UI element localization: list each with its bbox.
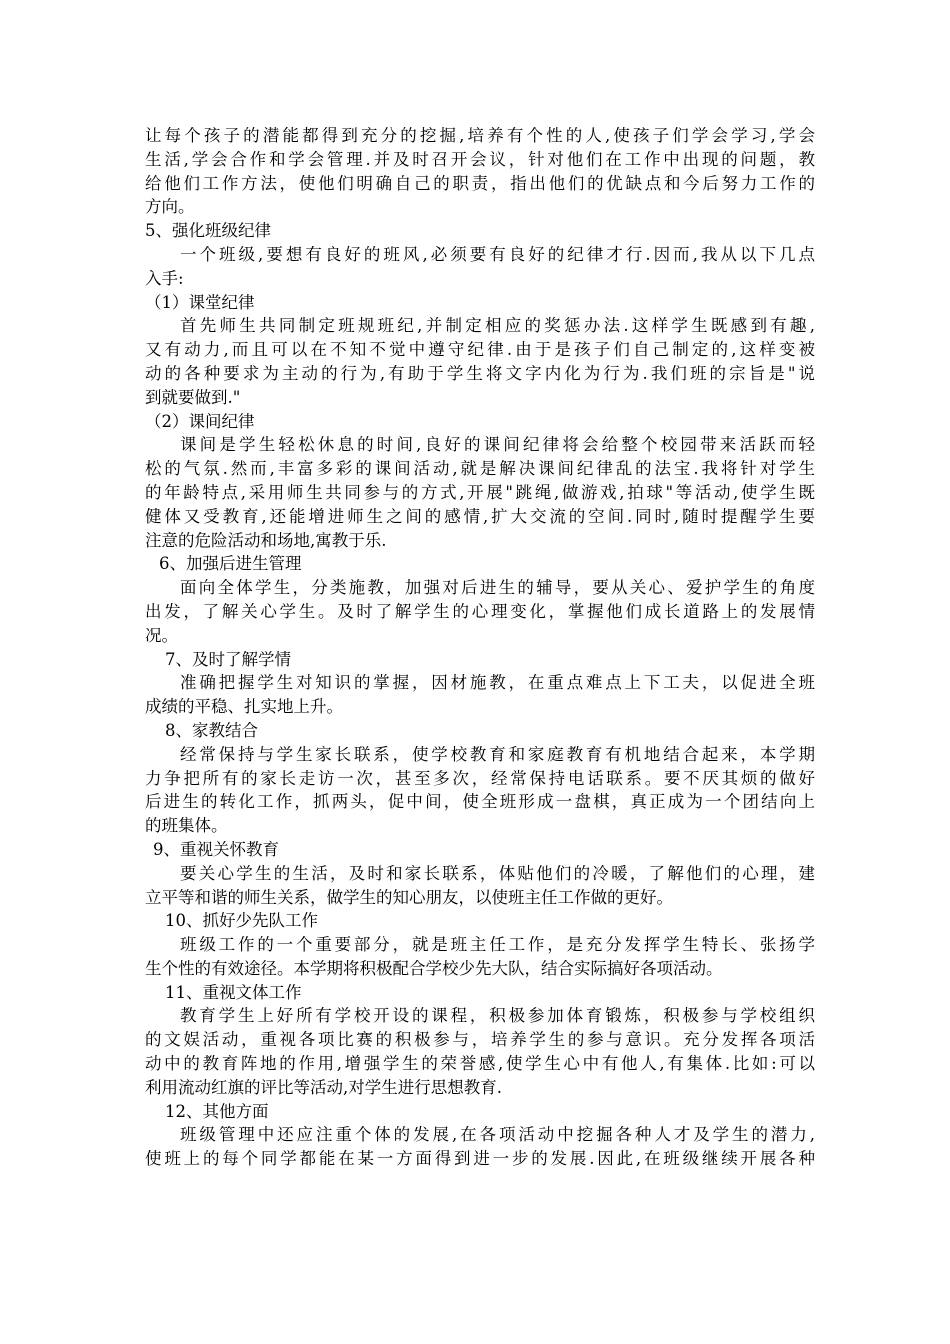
text-line: 方向。	[145, 197, 195, 217]
text-line: 动的各种要求为主动的行为,有助于学生将文字内化为行为.我们班的宗旨是"说	[145, 363, 815, 383]
text-line: 9、重视关怀教育	[153, 839, 279, 859]
text-line: 松的气氛.然而,丰富多彩的课间活动,就是解决课间纪律乱的法宝.我将针对学生	[145, 459, 815, 479]
text-line: 后进生的转化工作，抓两头，促中间，使全班形成一盘棋，真正成为一个团结向上	[145, 792, 815, 812]
text-line: 首先师生共同制定班规班纪,并制定相应的奖惩办法.这样学生既感到有趣,	[180, 316, 815, 336]
text-line: 力争把所有的家长走访一次，甚至多次，经常保持电话联系。要不厌其烦的做好	[145, 768, 815, 788]
text-line: 的文娱活动，重视各项比赛的积极参与，培养学生的参与意识。充分发挥各项活	[145, 1030, 815, 1050]
text-line: 12、其他方面	[165, 1101, 269, 1121]
text-line: 5、强化班级纪律	[145, 221, 271, 241]
text-line: 利用流动红旗的评比等活动,对学生进行思想教育.	[145, 1077, 502, 1097]
text-line: 准确把握学生对知识的掌握，因材施教，在重点难点上下工夫，以促进全班	[180, 673, 815, 693]
text-line: 6、加强后进生管理	[159, 554, 302, 574]
text-line: 让每个孩子的潜能都得到充分的挖掘,培养有个性的人,使孩子们学会学习,学会	[145, 126, 815, 145]
text-line: 班级管理中还应注重个体的发展,在各项活动中挖掘各种人才及学生的潜力,	[180, 1125, 815, 1145]
text-line: 的班集体。	[145, 816, 228, 836]
text-line: 又有动力,而且可以在不知不觉中遵守纪律.由于是孩子们自己制定的,这样变被	[145, 340, 815, 360]
text-line: 注意的危险活动和场地,寓教于乐.	[145, 530, 387, 550]
text-line: （2）课间纪律	[145, 411, 255, 431]
text-line: 成绩的平稳、扎实地上升。	[145, 697, 343, 717]
text-line: 出发，了解关心学生。及时了解学生的心理变化，掌握他们成长道路上的发展情	[145, 601, 815, 621]
text-line: 到就要做到."	[145, 387, 241, 407]
text-line: 要关心学生的生活，及时和家长联系，体贴他们的冷暖，了解他们的心理，建	[180, 863, 815, 883]
text-line: 一个班级,要想有良好的班风,必须要有良好的纪律才行.因而,我从以下几点	[180, 244, 815, 264]
text-line: 面向全体学生，分类施教，加强对后进生的辅导，要从关心、爱护学生的角度	[180, 578, 815, 598]
text-line: 给他们工作方法，使他们明确自己的职责，指出他们的优缺点和今后努力工作的	[145, 173, 815, 193]
document-body	[145, 124, 815, 1171]
text-line: 生活,学会合作和学会管理.并及时召开会议，针对他们在工作中出现的问题，教	[145, 149, 815, 169]
text-line: （1）课堂纪律	[145, 292, 255, 312]
text-line: 况。	[145, 625, 178, 645]
text-line: 的年龄特点,采用师生共同参与的方式,开展"跳绳,做游戏,拍球"等活动,使学生既	[145, 482, 815, 502]
text-line: 生个性的有效途径。本学期将积极配合学校少先大队，结合实际搞好各项活动。	[145, 958, 723, 978]
text-line: 动中的教育阵地的作用,增强学生的荣誉感,使学生心中有他人,有集体.比如:可以	[145, 1054, 815, 1074]
text-line: 经常保持与学生家长联系，使学校教育和家庭教育有机地结合起来，本学期	[180, 744, 815, 764]
text-line: 健体又受教育,还能增进师生之间的感情,扩大交流的空间.同时,随时提醒学生要	[145, 506, 815, 526]
text-line: 立平等和谐的师生关系，做学生的知心朋友，以使班主任工作做的更好。	[145, 887, 673, 907]
text-line: 入手:	[145, 268, 184, 288]
text-line: 11、重视文体工作	[165, 982, 302, 1002]
text-line: 使班上的每个同学都能在某一方面得到进一步的发展.因此,在班级继续开展各种	[145, 1149, 815, 1169]
text-line: 教育学生上好所有学校开设的课程，积极参加体育锻炼，积极参与学校组织	[180, 1006, 815, 1026]
text-line: 10、抓好少先队工作	[165, 911, 318, 931]
text-line: 课间是学生轻松休息的时间,良好的课间纪律将会给整个校园带来活跃而轻	[180, 435, 815, 455]
text-line: 8、家教结合	[165, 720, 258, 740]
text-line: 班级工作的一个重要部分，就是班主任工作，是充分发挥学生特长、张扬学	[180, 935, 815, 955]
text-line: 7、及时了解学情	[165, 649, 291, 669]
